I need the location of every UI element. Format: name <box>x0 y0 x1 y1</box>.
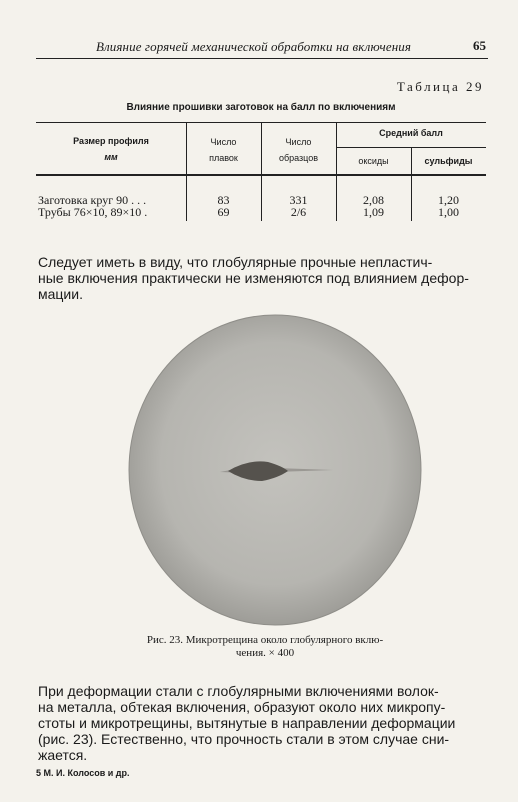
header-avg-score: Средний балл <box>379 128 443 138</box>
header-oxides: оксиды <box>358 156 389 166</box>
paragraph-1 <box>38 254 484 302</box>
cell-heats: 83 <box>217 193 230 207</box>
cell-sulfides: 1,00 <box>438 205 459 219</box>
figure-caption-line: чения. × 400 <box>235 647 295 659</box>
micrograph-image <box>128 314 422 626</box>
paragraph-line: жается. <box>38 747 88 763</box>
header-sulfides: сульфиды <box>424 156 473 166</box>
paragraph-line: Следует иметь в виду, что глобулярные прочные непластич- <box>38 254 433 270</box>
cell-heats: 69 <box>217 205 230 219</box>
inclusions-table <box>36 122 486 222</box>
header-profile-unit: мм <box>104 152 118 162</box>
paragraph-line: мации. <box>38 286 83 302</box>
table-label: Таблица 29 <box>396 79 484 94</box>
header-profile-size: Размер профиля <box>73 136 149 146</box>
running-title: Влияние горячей механической обработки на включения <box>96 39 411 54</box>
header-samples-2: образцов <box>278 153 319 163</box>
cell-sulfides: 1,20 <box>438 193 459 207</box>
header-samples: Число <box>285 137 312 147</box>
table-row <box>36 206 486 219</box>
cell-profile: Заготовка круг 90 . . . <box>38 193 147 207</box>
footer-signature: 5 М. И. Колосов и др. <box>36 768 130 778</box>
paragraph-line: на металла, обтекая включения, образуют около них микропу- <box>38 699 446 715</box>
table-caption: Влияние прошивки заготовок на балл по включениям <box>126 102 396 113</box>
cell-samples: 331 <box>289 193 308 207</box>
cell-oxides: 1,09 <box>363 205 384 219</box>
page-number: 65 <box>473 38 486 53</box>
header-heats: Число <box>210 137 237 147</box>
figure-caption-line: Рис. 23. Микротрещина около глобулярного вклю- <box>146 634 384 646</box>
paragraph-line: стоты и микротрещины, вытянутые в направлении деформации <box>38 715 456 731</box>
header-heats-2: плавок <box>209 153 238 163</box>
paragraph-2 <box>38 683 484 763</box>
cell-oxides: 2,08 <box>363 193 384 207</box>
paragraph-line: ные включения практически не изменяются под влиянием дефор- <box>38 270 469 286</box>
figure-caption <box>100 634 430 660</box>
running-head <box>36 38 488 59</box>
cell-samples: 2/6 <box>290 205 307 219</box>
paragraph-line: При деформации стали с глобулярными включениями волок- <box>38 683 439 699</box>
cell-profile: Трубы 76×10, 89×10 . <box>38 205 148 219</box>
paragraph-line: (рис. 23). Естественно, что прочность стали в этом случае сни- <box>38 731 450 747</box>
